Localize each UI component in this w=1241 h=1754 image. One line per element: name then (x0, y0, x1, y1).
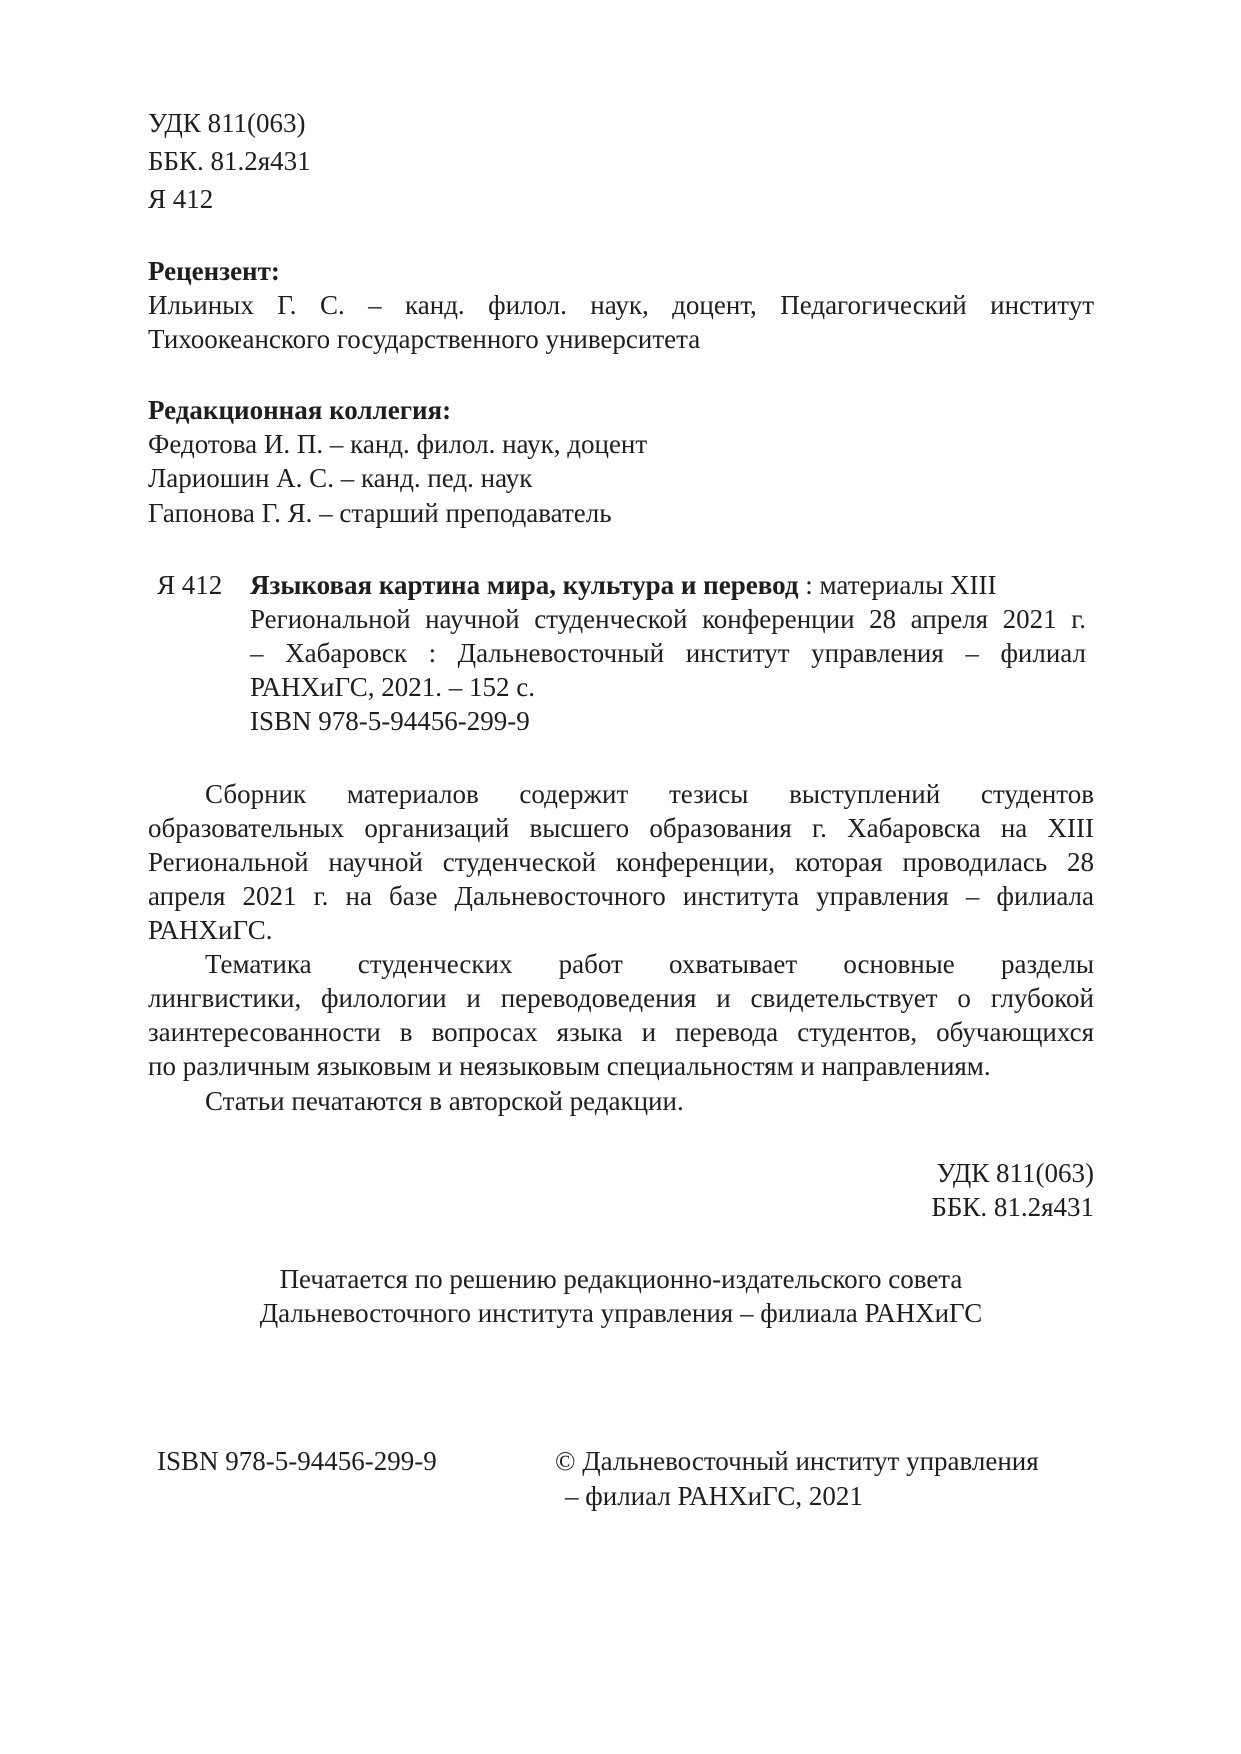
imprint-isbn: ISBN 978-5-94456-299-9 (157, 1446, 437, 1476)
annotation-line: заинтересованности в вопросах языка и перевода студентов, обучающихся (148, 1017, 1094, 1047)
annotation-line: образовательных организаций высшего образования г. Хабаровска на XIII (148, 813, 1094, 843)
reviewer-line-2: Тихоокеанского государственного университета (148, 324, 701, 354)
copyright-line-2: – филиал РАНХиГС, 2021 (565, 1481, 863, 1511)
bib-isbn: ISBN 978-5-94456-299-9 (250, 706, 530, 736)
annotation-line: Тематика студенческих работ охватывает основные разделы (205, 949, 1094, 979)
bib-title-line (250, 568, 996, 602)
bbk-code: ББК. 81.2я431 (148, 146, 311, 176)
copyright-line-1: © Дальневосточный институт управления (555, 1446, 1039, 1476)
annotation-line: РАНХиГС. (148, 915, 273, 945)
udk-code: УДК 811(063) (148, 108, 306, 138)
annotation-line: Региональной научной студенческой конференции, которая проводилась 28 (148, 847, 1094, 877)
book-subtitle: : материалы XIII (798, 570, 997, 600)
annotation-line: Статьи печатаются в авторской редакции. (205, 1086, 684, 1116)
board-member: Лариошин А. С. – канд. пед. наук (148, 463, 533, 493)
board-member: Гапонова Г. Я. – старший преподаватель (148, 498, 612, 528)
reviewer-line-1: Ильиных Г. С. – канд. филол. наук, доцент, Педагогический институт (148, 290, 1094, 320)
footer-udk-code: УДК 811(063) (936, 1158, 1094, 1188)
annotation-line: Сборник материалов содержит тезисы выступлений студентов (205, 779, 1094, 809)
footer-bbk-code: ББК. 81.2я431 (931, 1192, 1094, 1222)
annotation-line: апреля 2021 г. на базе Дальневосточного института управления – филиала (148, 881, 1094, 911)
publish-note-line: Печатается по решению редакционно-издательского совета (279, 1264, 963, 1294)
author-mark: Я 412 (148, 184, 214, 214)
board-member: Федотова И. П. – канд. филол. наук, доцент (148, 429, 648, 459)
bib-line-3: – Хабаровск : Дальневосточный институт управления – филиал (250, 638, 1086, 668)
bib-mark: Я 412 (157, 570, 223, 600)
reviewer-heading: Рецензент: (148, 256, 280, 286)
book-title: Языковая картина мира, культура и перевод (250, 570, 799, 600)
board-heading: Редакционная коллегия: (148, 395, 452, 425)
bib-line-2: Региональной научной студенческой конференции 28 апреля 2021 г. (250, 604, 1086, 634)
annotation-line: по различным языковым и неязыковым специальностям и направлениям. (148, 1051, 991, 1081)
annotation-line: лингвистики, филологии и переводоведения и свидетельствует о глубокой (148, 983, 1094, 1013)
publish-note-line: Дальневосточного института управления – филиала РАНХиГС (259, 1298, 983, 1328)
bib-line-4: РАНХиГС, 2021. – 152 с. (250, 672, 536, 702)
